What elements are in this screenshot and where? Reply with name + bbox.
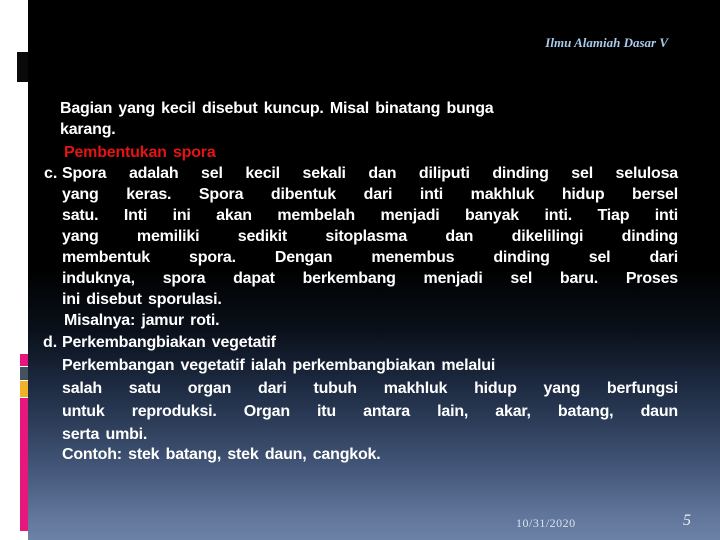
item-c-line: satu. Inti ini akan membelah menjadi banyak inti. Tiap inti [62, 207, 678, 224]
vegetatif-line: serta umbi. [62, 426, 148, 443]
item-d-label: d. [43, 334, 58, 351]
vegetatif-line: untuk reproduksi. Organ itu antara lain, akar, batang, daun [62, 403, 678, 420]
spora-heading: Pembentukan spora [64, 144, 216, 161]
item-d-title: Perkembangbiakan vegetatif [62, 334, 276, 351]
misalnya-line: Misalnya: jamur roti. [64, 312, 220, 329]
rail-black-square [17, 52, 28, 82]
intro-line: Bagian yang kecil disebut kuncup. Misal binatang bunga [60, 100, 494, 117]
rail-magenta-bar [20, 398, 28, 531]
item-c-line: yang keras. Spora dibentuk dari inti makhluk hidup bersel [62, 186, 678, 203]
page-number: 5 [683, 512, 691, 529]
rail-amber-square [20, 381, 28, 397]
contoh-line: Contoh: stek batang, stek daun, cangkok. [62, 446, 381, 463]
item-c-line: induknya, spora dapat berkembang menjadi sel baru. Proses [62, 270, 678, 287]
item-c-line: ini disebut sporulasi. [62, 291, 222, 308]
vegetatif-line: salah satu organ dari tubuh makhluk hidup yang berfungsi [62, 380, 678, 397]
rail-slate-square [20, 367, 28, 380]
item-c-label: c. [44, 165, 58, 182]
item-c-line: membentuk spora. Dengan menembus dinding sel dari [62, 249, 678, 266]
rail-magenta-square [20, 354, 28, 366]
course-header: Ilmu Alamiah Dasar V [545, 35, 668, 50]
vegetatif-line: Perkembangan vegetatif ialah perkembangbiakan melalui [62, 357, 496, 374]
footer-date: 10/31/2020 [516, 516, 576, 530]
intro-line: karang. [60, 121, 116, 138]
item-c-line: Spora adalah sel kecil sekali dan diliputi dinding sel selulosa [62, 165, 678, 182]
item-c-line: yang memiliki sedikit sitoplasma dan dikelilingi dinding [62, 228, 678, 245]
